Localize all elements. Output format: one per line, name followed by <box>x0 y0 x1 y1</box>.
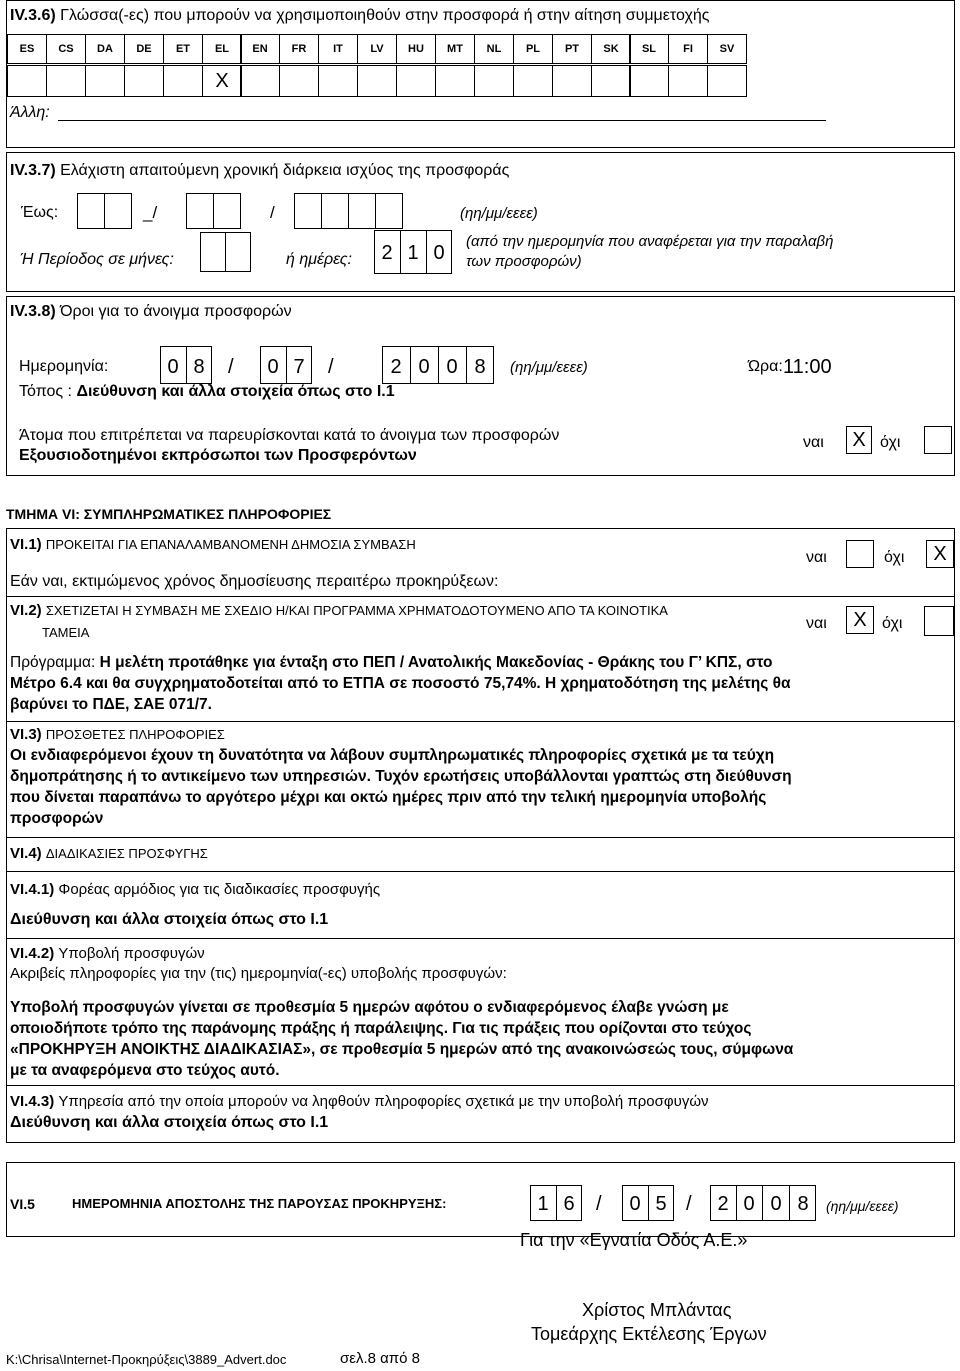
language-code-et: ET <box>163 34 203 64</box>
vi5-year-digit-2: 0 <box>743 1193 755 1215</box>
opening-place-value: Διεύθυνση και άλλα στοιχεία όπως στο Ι.1 <box>76 383 395 400</box>
language-checkbox-lv[interactable] <box>357 65 397 97</box>
vi3-divider <box>6 837 955 838</box>
language-checkbox-da[interactable] <box>85 65 125 97</box>
section-iv-3-7-title: IV.3.7) Ελάχιστη απαιτούμενη χρονική διάρκεια ισχύος της προσφοράς <box>10 162 510 179</box>
section-vi-header: ΤΜΗΜΑ VI: ΣΥΜΠΛΗΡΩΜΑΤΙΚΕΣ ΠΛΗΡΟΦΟΡΙΕΣ <box>6 506 332 522</box>
other-language-line[interactable] <box>58 120 826 121</box>
language-code-es: ES <box>7 34 47 64</box>
language-code-en: EN <box>240 34 280 64</box>
language-checkbox-mt[interactable] <box>435 65 475 97</box>
language-code-sl: SL <box>629 34 669 64</box>
language-checkbox-es[interactable] <box>7 65 47 97</box>
language-code-pt: PT <box>552 34 592 64</box>
days-digit-1: 2 <box>381 242 393 264</box>
opening-date-format: (ηη/μμ/εεεε) <box>510 359 588 376</box>
language-code-el: EL <box>202 34 242 64</box>
vi1-no-checkbox[interactable]: X <box>926 540 954 568</box>
until-year-4[interactable] <box>375 193 403 229</box>
vi43-value: Διεύθυνση και άλλα στοιχεία όπως στο Ι.1 <box>10 1114 329 1131</box>
language-checkbox-de[interactable] <box>124 65 164 97</box>
opening-month-digit-2: 7 <box>293 356 305 378</box>
vi1-yes-label: ναι <box>806 549 827 566</box>
vi5-number: VI.5 <box>10 1196 35 1212</box>
vi3-text: Οι ενδιαφερόμενοι έχουν τη δυνατότητα να λάβουν συμπληρωματικές πληροφορίες σχετικά με τα τεύχη δημοπράτησης ή το αντικείμενο των υπηρεσιών. Τυχόν ερωτήσεις υποβάλλονται γραπτώς στη διεύθυνση που δίνεται παραπάνω το αργότερο μέχρι και οκτώ ημέρες πριν από την τελική ημερομηνία υποβολής προσφορών <box>10 747 792 827</box>
vi1-subtitle: Εάν ναι, εκτιμώμενος χρόνος δημοσίευσης περαιτέρω προκηρύξεων: <box>10 573 499 590</box>
language-checkbox-it[interactable] <box>318 65 358 97</box>
vi2-yes-checkbox[interactable]: X <box>846 606 874 634</box>
opening-date-slash-1: / <box>228 356 234 378</box>
language-code-it: IT <box>318 34 358 64</box>
program-text: Πρόγραμμα: Η μελέτη προτάθηκε για ένταξη στο ΠΕΠ / Ανατολικής Μακεδονίας - Θράκης του Γ’ ΚΠΣ, στο Μέτρο 6.4 και θα συγχρηματοδοτείται από το ΕΤΠΑ σε ποσοστό 75,74%. Η χρηματοδότηση της μελέτης θα βαρύνει το ΠΔΕ, ΣΑΕ 071/7. <box>10 654 791 713</box>
vi3-title: VI.3) ΠΡΟΣΘΕΤΕΣ ΠΛΗΡΟΦΟΡΙΕΣ <box>10 726 225 743</box>
vi2-no-label: όχι <box>882 615 903 632</box>
signature-for: Για την «Εγνατία Οδός Α.Ε.» <box>520 1230 748 1250</box>
language-checkbox-sv[interactable] <box>707 65 747 97</box>
vi41-value: Διεύθυνση και άλλα στοιχεία όπως στο Ι.1 <box>10 911 329 928</box>
language-code-lv: LV <box>357 34 397 64</box>
months-box-2[interactable] <box>225 232 251 272</box>
vi5-year-digit-3: 0 <box>770 1193 782 1215</box>
vi41-title: VI.4.1) Φορέας αρμόδιος για τις διαδικασίες προσφυγής <box>10 881 381 898</box>
until-day-2[interactable] <box>104 193 132 229</box>
language-checkbox-nl[interactable] <box>474 65 514 97</box>
vi2-title-line-1: VI.2) ΣΧΕΤΙΖΕΤΑΙ Η ΣΥΜΒΑΣΗ ΜΕ ΣΧΕΔΙΟ Η/ΚΑΙ ΠΡΟΓΡΑΜΜΑ ΧΡΗΜΑΤΟΔΟΤΟΥΜΕΝΟ ΑΠΟ ΤΑ ΚΟΙΝΟΤΙΚΑ <box>10 602 668 619</box>
opening-date-slash-2: / <box>328 356 334 378</box>
language-checkbox-et[interactable] <box>163 65 203 97</box>
months-box-1[interactable] <box>200 232 226 272</box>
persons-yes-checkbox[interactable]: X <box>846 426 872 454</box>
persons-no-checkbox[interactable] <box>924 426 952 454</box>
language-code-sk: SK <box>591 34 631 64</box>
vi1-yes-checkbox[interactable] <box>846 540 874 568</box>
vi42-text: Υποβολή προσφυγών γίνεται σε προθεσμία 5 ημερών αφότου ο ενδιαφερόμενος έλαβε γνώση με οποιοδήποτε τρόπο της παράνομης πράξης ή παράλειψης. Για τις πράξεις που ορίζονται στο τεύχος «ΠΡΟΚΗΡΥΞΗ ΑΝΟΙΚΤΗΣ ΔΙΑΔΙΚΑΣΙΑΣ», σε προθεσμία 5 ημερών από της ανακοινώσεώς τους, σύμφωνα με τα αναφερόμενα στο τεύχος αυτό. <box>10 999 794 1079</box>
footer-page: σελ.8 από 8 <box>340 1350 420 1367</box>
opening-year-digit-2: 0 <box>418 356 430 378</box>
language-code-sv: SV <box>707 34 747 64</box>
until-label: Έως: <box>21 204 59 221</box>
footer-path: K:\Chrisa\Internet-Προκηρύξεις\3889_Advert.doc <box>6 1352 287 1367</box>
days-digit-3: 0 <box>433 242 445 264</box>
until-day-1[interactable] <box>77 193 105 229</box>
signature-name: Χρίστος Μπλάντας <box>582 1300 732 1320</box>
language-checkbox-en[interactable] <box>240 65 280 97</box>
opening-place <box>19 383 395 401</box>
language-checkbox-sk[interactable] <box>591 65 631 97</box>
language-checkbox-hu[interactable] <box>396 65 436 97</box>
until-month-2[interactable] <box>213 193 241 229</box>
vi1-no-label: όχι <box>884 549 905 566</box>
vi42-divider <box>6 1085 955 1086</box>
vi5-slash-1: / <box>596 1193 602 1215</box>
vi5-year-digit-1: 2 <box>717 1193 729 1215</box>
until-year-3[interactable] <box>348 193 376 229</box>
opening-year-digit-1: 2 <box>390 356 402 378</box>
opening-year-digit-4: 8 <box>474 356 486 378</box>
vi5-date-format: (ηη/μμ/εεεε) <box>826 1198 899 1214</box>
section-iv-3-8-title: IV.3.8) Όροι για το άνοιγμα προσφορών <box>10 303 292 320</box>
until-year-1[interactable] <box>294 193 322 229</box>
language-checkbox-fr[interactable] <box>279 65 319 97</box>
vi5-title: ΗΜΕΡΟΜΗΝΙΑ ΑΠΟΣΤΟΛΗΣ ΤΗΣ ΠΑΡΟΥΣΑΣ ΠΡΟΚΗΡΥΞΗΣ: <box>72 1196 447 1211</box>
vi5-year-digit-4: 8 <box>797 1193 809 1215</box>
persons-yes-label: ναι <box>803 434 824 451</box>
opening-place-label: Τόπος : <box>19 383 72 400</box>
until-sep-1: _/ <box>143 203 158 222</box>
vi2-title-line-2: ΤΑΜΕΙΑ <box>42 625 90 640</box>
vi41-divider <box>6 938 955 939</box>
other-language-label: Άλλη: <box>10 104 50 121</box>
vi43-title: VI.4.3) Υπηρεσία από την οποία μπορούν να ληφθούν πληροφορίες σχετικά με την υποβολή προσφυγών <box>10 1093 709 1110</box>
vi42-title: VI.4.2) Υποβολή προσφυγών <box>10 945 205 962</box>
language-checkbox-sl[interactable] <box>629 65 669 97</box>
days-note-line-1: (από την ημερομηνία που αναφέρεται για την παραλαβή <box>466 233 834 250</box>
months-label: Ή Περίοδος σε μήνες: <box>20 251 174 268</box>
persons-value: Εξουσιοδοτημένοι εκπρόσωποι των Προσφερόντων <box>19 447 417 464</box>
vi5-month-digit-1: 0 <box>629 1193 641 1215</box>
vi2-no-checkbox[interactable] <box>924 606 954 636</box>
language-checkbox-el[interactable]: X <box>202 65 242 97</box>
opening-day-digit-2: 8 <box>193 356 205 378</box>
vi2-divider <box>6 721 955 722</box>
language-checkbox-pt[interactable] <box>552 65 592 97</box>
vi5-month-digit-2: 5 <box>655 1193 667 1215</box>
opening-month-digit-1: 0 <box>267 356 279 378</box>
vi4-divider <box>6 871 955 872</box>
language-checkbox-fi[interactable] <box>668 65 708 97</box>
opening-time-value: 11:00 <box>783 356 832 378</box>
signature-role: Τομεάρχης Εκτέλεσης Έργων <box>531 1324 767 1344</box>
language-code-fr: FR <box>279 34 319 64</box>
language-checkbox-pl[interactable] <box>513 65 553 97</box>
vi5-day-digit-2: 6 <box>563 1193 575 1215</box>
until-month-1[interactable] <box>186 193 214 229</box>
language-checkbox-cs[interactable] <box>46 65 86 97</box>
vi2-yes-label: ναι <box>806 615 827 632</box>
opening-day-digit-1: 0 <box>167 356 179 378</box>
until-sep-2: / <box>270 203 275 222</box>
days-digit-2: 1 <box>407 242 419 264</box>
persons-no-label: όχι <box>880 434 901 451</box>
language-code-hu: HU <box>396 34 436 64</box>
until-year-2[interactable] <box>321 193 349 229</box>
opening-date-label: Ημερομηνία: <box>19 358 109 375</box>
language-code-cs: CS <box>46 34 86 64</box>
language-code-da: DA <box>85 34 125 64</box>
vi1-divider <box>6 596 955 597</box>
until-date-format: (ηη/μμ/εεεε) <box>460 205 538 222</box>
opening-time-label: Ώρα: <box>748 358 783 375</box>
section-iv-3-6-title: IV.3.6) Γλώσσα(-ες) που μπορούν να χρησιμοποιηθούν στην προσφορά ή στην αίτηση συμμετοχής <box>10 7 710 24</box>
opening-year-digit-3: 0 <box>446 356 458 378</box>
language-code-fi: FI <box>668 34 708 64</box>
days-label: ή ημέρες: <box>286 251 352 268</box>
language-code-nl: NL <box>474 34 514 64</box>
days-note-line-2: των προσφορών) <box>466 253 582 270</box>
vi1-title: VI.1) ΠΡΟΚΕΙΤΑΙ ΓΙΑ ΕΠΑΝΑΛΑΜΒΑΝΟΜΕΝΗ ΔΗΜΟΣΙΑ ΣΥΜΒΑΣΗ <box>10 536 416 553</box>
language-code-mt: MT <box>435 34 475 64</box>
vi4-title: VI.4) ΔΙΑΔΙΚΑΣΙΕΣ ΠΡΟΣΦΥΓΗΣ <box>10 845 208 862</box>
vi42-subtitle: Ακριβείς πληροφορίες για την (τις) ημερομηνία(-ες) υποβολής προσφυγών: <box>10 965 507 982</box>
persons-label: Άτομα που επιτρέπεται να παρευρίσκονται κατά το άνοιγμα των προσφορών <box>19 427 560 444</box>
language-code-de: DE <box>124 34 164 64</box>
vi5-slash-2: / <box>686 1193 692 1215</box>
language-code-pl: PL <box>513 34 553 64</box>
vi5-day-digit-1: 1 <box>537 1193 549 1215</box>
